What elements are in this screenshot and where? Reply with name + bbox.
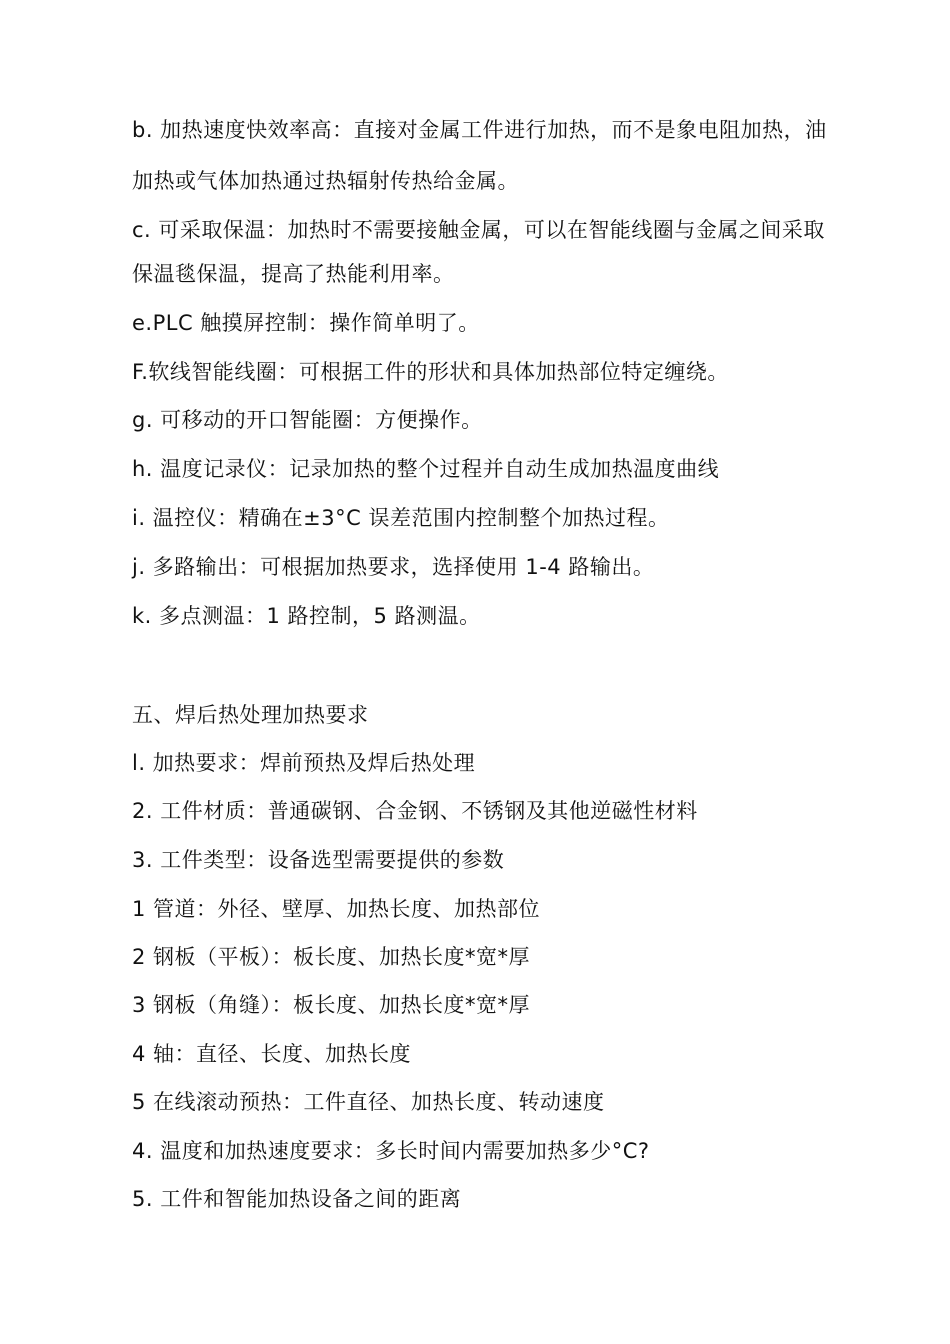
feature-h: h. 温度记录仪：记录加热的整个过程并自动生成加热温度曲线: [132, 457, 720, 481]
feature-c-line-1: c. 可采取保温：加热时不需要接触金属，可以在智能线圈与金属之间采取: [132, 218, 825, 242]
feature-c-line-2: 保温毯保温，提高了热能利用率。: [132, 262, 455, 286]
feature-e: e.PLC 触摸屏控制：操作简单明了。: [132, 311, 480, 335]
requirement-1: l. 加热要求：焊前预热及焊后热处理: [132, 751, 476, 775]
requirement-3: 3. 工件类型：设备选型需要提供的参数: [132, 848, 505, 872]
workpiece-type-2: 2 钢板（平板）：板长度、加热长度*宽*厚: [132, 945, 531, 969]
section-title: 五、焊后热处理加热要求: [132, 703, 369, 727]
requirement-4: 4. 温度和加热速度要求：多长时间内需要加热多少°C?: [132, 1139, 650, 1163]
feature-f: F.软线智能线圈：可根据工件的形状和具体加热部位特定缠绕。: [132, 360, 729, 384]
feature-g: g. 可移动的开口智能圈：方便操作。: [132, 408, 483, 432]
feature-j: j. 多路输出：可根据加热要求，选择使用 1-4 路输出。: [132, 555, 655, 579]
feature-k: k. 多点测温：1 路控制，5 路测温。: [132, 604, 481, 628]
workpiece-type-5: 5 在线滚动预热：工件直径、加热长度、转动速度: [132, 1090, 605, 1114]
feature-i: i. 温控仪：精确在±3°C 误差范围内控制整个加热过程。: [132, 506, 670, 530]
workpiece-type-3: 3 钢板（角缝）：板长度、加热长度*宽*厚: [132, 993, 531, 1017]
workpiece-type-1: 1 管道：外径、壁厚、加热长度、加热部位: [132, 897, 541, 921]
requirement-2: 2. 工件材质：普通碳钢、合金钢、不锈钢及其他逆磁性材料: [132, 799, 698, 823]
requirement-5: 5. 工件和智能加热设备之间的距离: [132, 1187, 462, 1211]
feature-b-line-1: b. 加热速度快效率高：直接对金属工件进行加热，而不是象电阻加热，油: [132, 118, 827, 142]
feature-b-line-2: 加热或气体加热通过热辐射传热给金属。: [132, 169, 519, 193]
workpiece-type-4: 4 轴：直径、长度、加热长度: [132, 1042, 412, 1066]
